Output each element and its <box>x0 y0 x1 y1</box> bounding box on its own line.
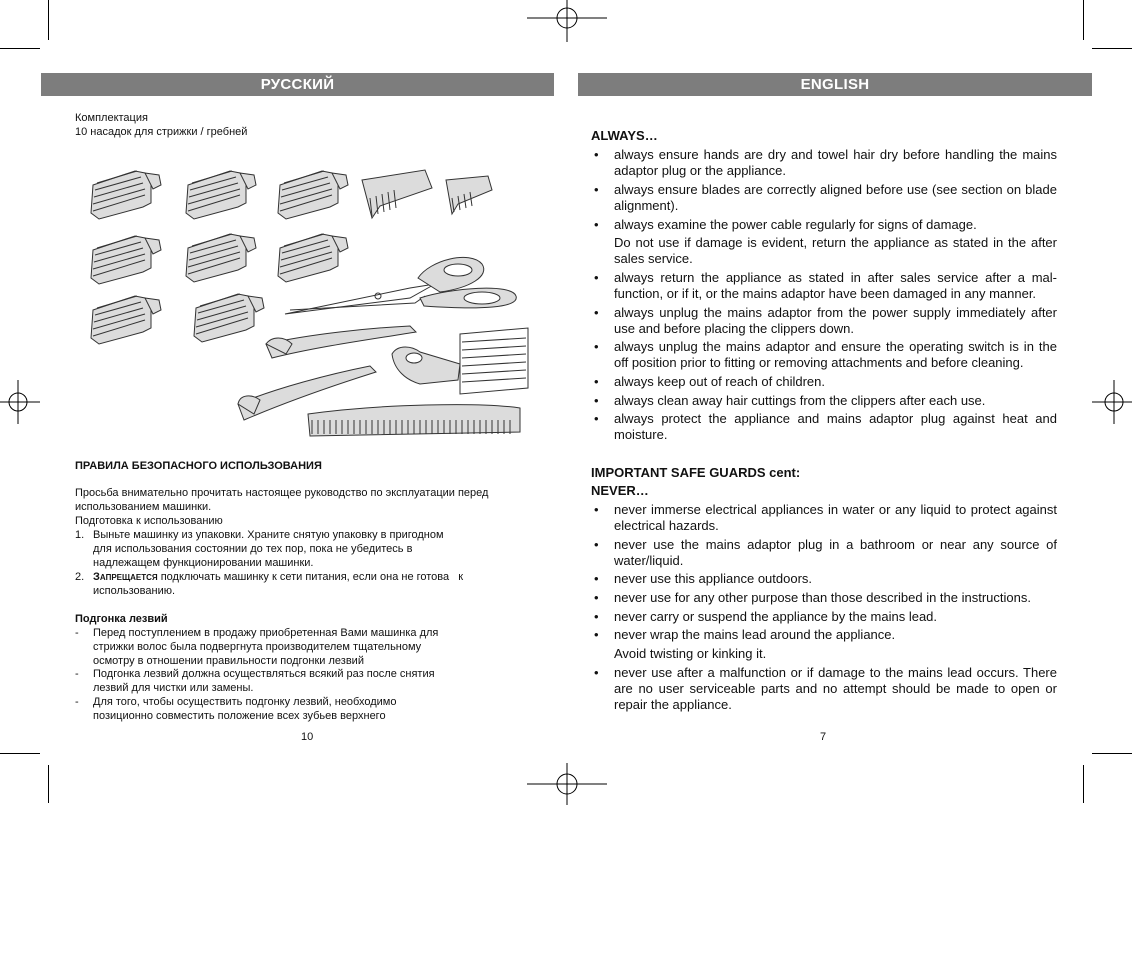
dash: - <box>75 668 79 680</box>
accessories-illustration <box>80 158 530 440</box>
crop-mark <box>1083 0 1084 40</box>
never-item: never use after a malfunction or if damage to the mains lead occurs. There are no user serviceable parts and no attempt should be made to open or repair the appliance. <box>614 665 1057 712</box>
step-number: 2. <box>75 571 85 583</box>
never-item: never use for any other purpose than those described in the instructions. <box>614 590 1031 605</box>
bullet: • <box>594 374 599 389</box>
bullet: • <box>594 590 599 605</box>
crop-mark <box>48 765 49 803</box>
bullet: • <box>594 502 599 517</box>
safeguards-heading: IMPORTANT SAFE GUARDS cent: <box>591 465 801 480</box>
blade-line: позиционно совместить положение всех зубьев верхнего <box>93 710 386 722</box>
registration-mark-bottom <box>527 763 607 805</box>
crop-mark <box>1092 48 1132 49</box>
never-item: never use the mains adaptor plug in a bathroom or near any source of water/liquid. <box>614 537 1057 568</box>
bullet: • <box>594 393 599 408</box>
registration-mark-right <box>1092 380 1132 424</box>
step-line: Выньте машинку из упаковки. Храните снятую упаковку в пригодном <box>93 529 444 541</box>
blade-line: Подгонка лезвий должна осуществляться всякий раз после снятия <box>93 668 435 680</box>
step-text: подключать машинку к сети питания, если она не готова к <box>157 571 464 583</box>
never-item: never use this appliance outdoors. <box>614 571 813 586</box>
kit-item: 10 насадок для стрижки / гребней <box>75 126 248 138</box>
blade-line: стрижки волос была подвергнута производителем тщательному <box>93 641 422 653</box>
comb-attachment <box>91 171 161 219</box>
always-item: always protect the appliance and mains adaptor plug against heat and moisture. <box>614 411 1057 442</box>
blade-line: Перед поступлением в продажу приобретенная Вами машинка для <box>93 627 439 639</box>
never-heading: NEVER… <box>591 483 649 498</box>
bullet: • <box>594 182 599 197</box>
crop-mark <box>0 48 40 49</box>
always-item: always examine the power cable regularly for signs of damage. <box>614 217 977 232</box>
safety-heading: ПРАВИЛА БЕЗОПАСНОГО ИСПОЛЬЗОВАНИЯ <box>75 460 322 472</box>
always-item: always clean away hair cuttings from the clippers after each use. <box>614 393 986 408</box>
fine-comb <box>308 405 520 436</box>
always-item: always keep out of reach of children. <box>614 374 826 389</box>
bullet: • <box>594 411 599 426</box>
bullet: • <box>594 305 599 320</box>
always-item: always ensure hands are dry and towel hair dry before handling the mains adaptor plug or the appliance. <box>614 147 1057 178</box>
crop-mark <box>0 753 40 754</box>
always-item: always unplug the mains adaptor and ensure the operating switch is in the off position prior to fitting or removing attachments and before cleaning. <box>614 339 1057 370</box>
bullet: • <box>594 339 599 354</box>
bullet: • <box>594 609 599 624</box>
blade-heading: Подгонка лезвий <box>75 613 168 625</box>
always-heading: ALWAYS… <box>591 128 658 143</box>
step-number: 1. <box>75 529 85 541</box>
bullet: • <box>594 147 599 162</box>
comb-attachment <box>91 296 161 344</box>
page-number-left: 10 <box>301 731 314 743</box>
comb-attachment <box>91 236 161 284</box>
never-item: never immerse electrical appliances in water or any liquid to protect against electrical hazards. <box>614 502 1057 533</box>
header-bar-english <box>578 73 1092 96</box>
comb-attachment-single <box>446 176 492 214</box>
always-item: always ensure blades are correctly aligned before use (see section on blade alignment). <box>614 182 1057 213</box>
comb-attachment <box>186 234 256 282</box>
crop-mark <box>1083 765 1084 803</box>
header-bar-russian <box>41 73 554 96</box>
blade-line: лезвий для чистки или замены. <box>93 682 254 694</box>
step-line: использованию. <box>93 585 176 597</box>
comb-attachment <box>194 294 264 342</box>
comb-attachment <box>278 171 348 219</box>
prep-title: Подготовка к использованию <box>75 515 223 527</box>
step-line <box>93 570 463 584</box>
bullet: • <box>594 217 599 232</box>
always-item-note: Do not use if damage is evident, return the appliance as stated in the after sales service. <box>614 235 1057 266</box>
never-item: never wrap the mains lead around the appliance. <box>614 627 896 642</box>
intro-line: Просьба внимательно прочитать настоящее руководство по эксплуатации перед <box>75 487 489 499</box>
dash: - <box>75 627 79 639</box>
blade-line: осмотру в отношении правильности подгонки лезвий <box>93 655 364 667</box>
always-item: always return the appliance as stated in after sales service after a mal-function, or if it, or the mains adaptor have been damaged in any manner. <box>614 270 1057 301</box>
crop-mark <box>48 0 49 40</box>
bullet: • <box>594 665 599 680</box>
kit-title: Комплектация <box>75 112 148 124</box>
never-item: never carry or suspend the appliance by the mains lead. <box>614 609 938 624</box>
header-title-russian: РУССКИЙ <box>260 76 335 93</box>
dash: - <box>75 696 79 708</box>
page-number-right: 7 <box>820 731 827 743</box>
bullet: • <box>594 627 599 642</box>
step-line: для использования состоянии до тех пор, пока не убедитесь в <box>93 543 413 555</box>
blade-line: Для того, чтобы осуществить подгонку лезвий, необходимо <box>93 696 397 708</box>
crop-mark <box>1092 753 1132 754</box>
comb-attachment-single <box>362 170 432 218</box>
brush <box>392 328 528 394</box>
never-item-note: Avoid twisting or kinking it. <box>614 646 767 661</box>
bullet: • <box>594 571 599 586</box>
comb-attachment <box>186 171 256 219</box>
registration-mark-left <box>0 380 40 424</box>
always-item: always unplug the mains adaptor from the power supply immediately after use and before placing the clippers down. <box>614 305 1057 336</box>
bullet: • <box>594 537 599 552</box>
intro-line: использованием машинки. <box>75 501 212 513</box>
bullet: • <box>594 270 599 285</box>
step-strong: Запрещается <box>93 571 158 583</box>
comb-attachment <box>278 234 348 282</box>
step-line: надлежащем функционировании машинки. <box>93 557 314 569</box>
header-title-english: ENGLISH <box>800 76 870 93</box>
registration-mark-top <box>527 0 607 42</box>
